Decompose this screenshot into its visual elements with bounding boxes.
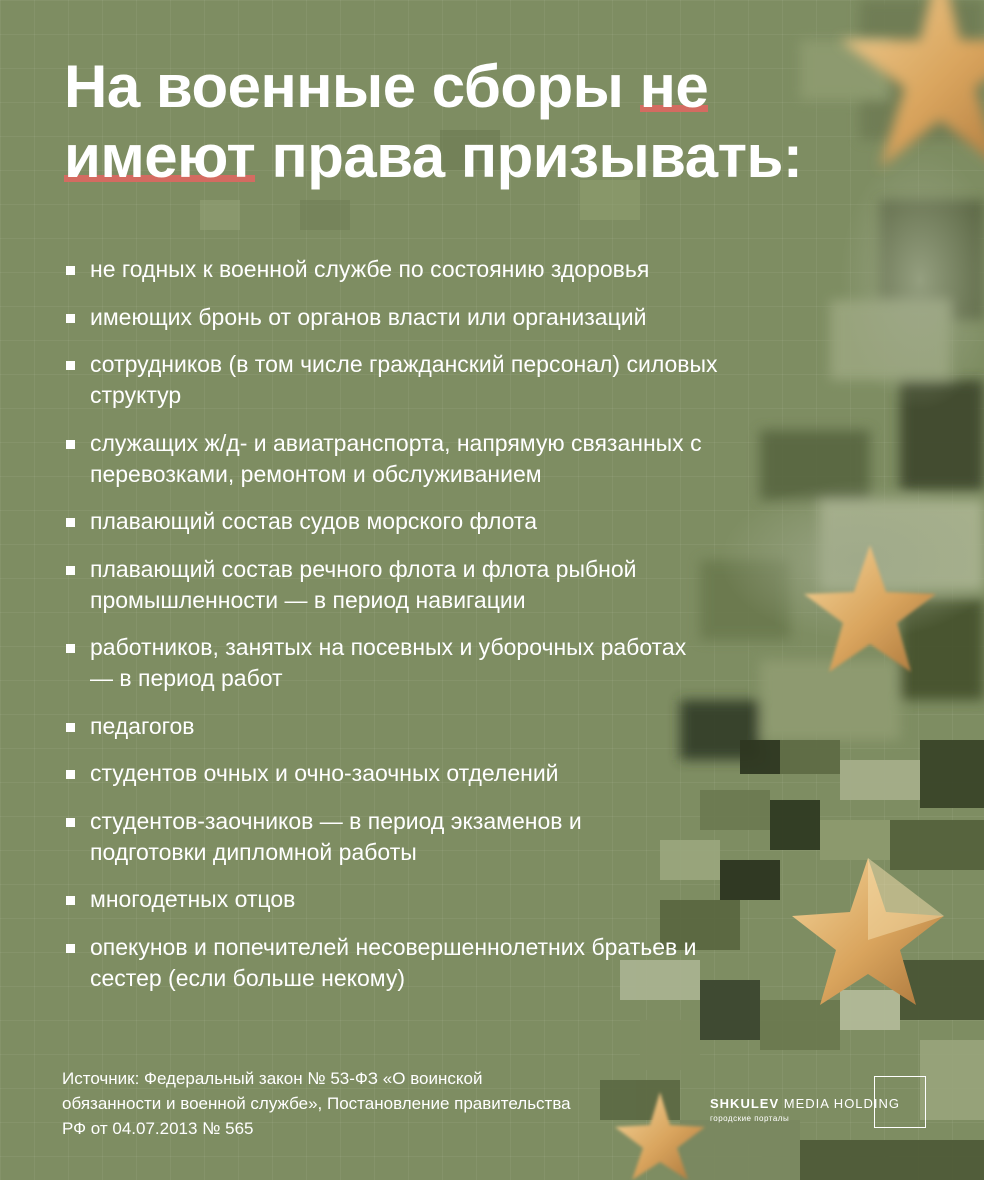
list-item: имеющих бронь от органов власти или организаций xyxy=(66,302,806,333)
list-item: многодетных отцов xyxy=(66,884,806,915)
list-item: студентов очных и очно-заочных отделений xyxy=(66,758,806,789)
list-item: плавающий состав судов морского флота xyxy=(66,506,806,537)
list-item: работников, занятых на посевных и уборочных работах — в период работ xyxy=(66,632,710,694)
list-item: служащих ж/д- и авиатранспорта, напрямую связанных с перевозками, ремонтом и обслуживанием xyxy=(66,428,805,490)
list-item: сотрудников (в том числе гражданский персонал) силовых структур xyxy=(66,349,730,411)
source-note: Источник: Федеральный закон № 53-ФЗ «О воинской обязанности и военной службе», Постановление правительства РФ от 04.07.2013 № 565 xyxy=(62,1069,571,1138)
list-item: педагогов xyxy=(66,711,806,742)
list-item: опекунов и попечителей несовершеннолетних братьев и сестер (если больше некому) xyxy=(66,932,710,994)
exemption-list xyxy=(66,254,806,1010)
logo-name-bold: SHKULEV xyxy=(710,1096,780,1111)
list-item: не годных к военной службе по состоянию здоровья xyxy=(66,254,806,285)
headline-highlight-1: не xyxy=(639,53,709,120)
headline-part2: права призывать: xyxy=(255,123,803,190)
list-item: студентов-заочников — в период экзаменов и подготовки дипломной работы xyxy=(66,806,670,868)
logo-name xyxy=(710,1096,900,1111)
headline-part1: На военные сборы xyxy=(64,53,640,120)
list-item: плавающий состав речного флота и флота рыбной промышленности — в период навигации xyxy=(66,554,750,616)
page-title xyxy=(64,52,884,192)
headline-highlight-2: имеют xyxy=(64,123,256,190)
logo-name-rest: MEDIA HOLDING xyxy=(779,1096,901,1111)
publisher-logo xyxy=(710,1076,930,1132)
logo-tagline: городские порталы xyxy=(710,1114,790,1123)
